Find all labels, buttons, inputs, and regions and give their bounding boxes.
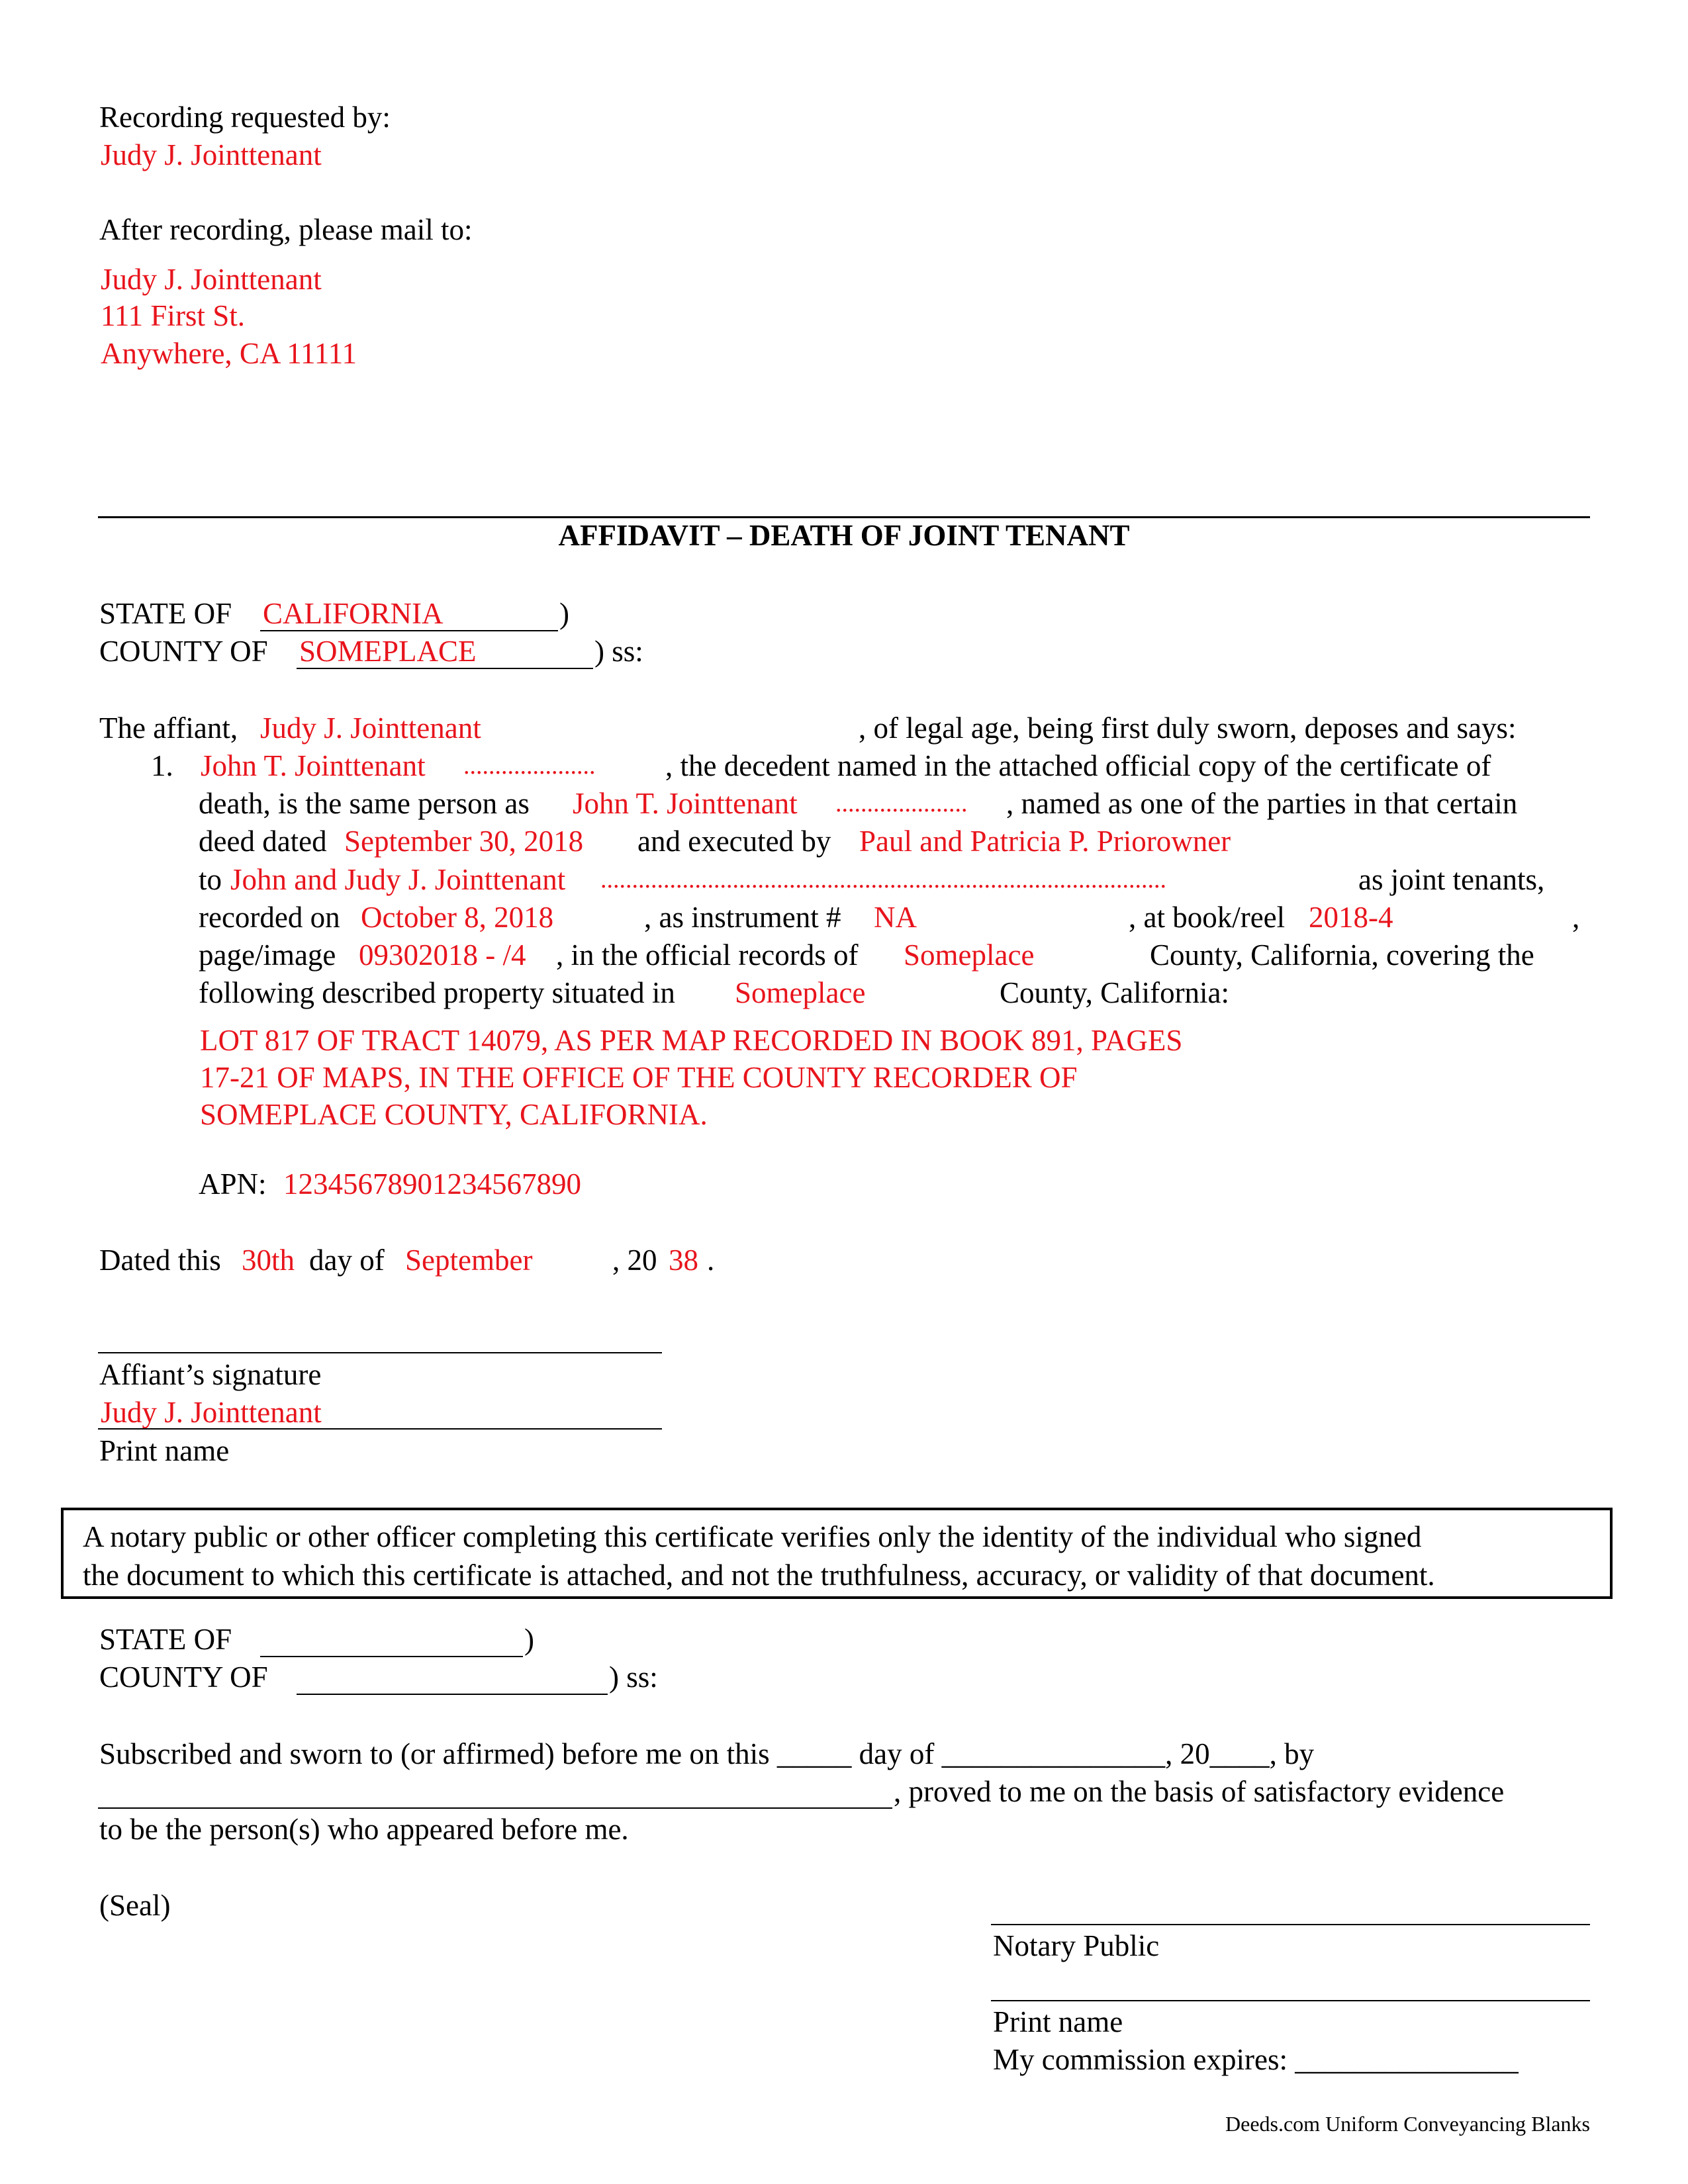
venue-state-line bbox=[260, 596, 558, 631]
notary-signature-line bbox=[991, 1924, 1590, 1925]
grantors: Paul and Patricia P. Priorowner bbox=[859, 825, 1231, 858]
property-county: Someplace bbox=[735, 976, 866, 1009]
affiant-intro-suffix: , of legal age, being first duly sworn, deposes and says: bbox=[859, 711, 1517, 745]
decedent-text: , the decedent named in the attached official copy of the certificate of bbox=[665, 749, 1491, 782]
deed-dated-label: deed dated bbox=[199, 825, 327, 858]
grantees: John and Judy J. Jointtenant bbox=[230, 863, 566, 896]
notary-county-line bbox=[297, 1659, 608, 1695]
legal-description-line: SOMEPLACE COUNTY, CALIFORNIA. bbox=[200, 1098, 708, 1131]
recording-requested-label: Recording requested by: bbox=[99, 101, 391, 134]
dated-day: 30th bbox=[242, 1244, 295, 1277]
to-label: to bbox=[199, 863, 222, 896]
grantees-dots: .......................................................................................... bbox=[600, 866, 1166, 893]
affiant-signature-label: Affiant’s signature bbox=[99, 1358, 322, 1391]
notary-jurat-line: Subscribed and sworn to (or affirmed) before me on this _____ day of _______________, 20____, by bbox=[99, 1737, 1315, 1770]
deed-date: September 30, 2018 bbox=[344, 825, 584, 858]
instrument-label: , as instrument # bbox=[644, 901, 841, 934]
affiant-signature-line bbox=[98, 1352, 662, 1353]
notary-state-paren: ) bbox=[524, 1623, 534, 1656]
affiant-print-name-line bbox=[98, 1428, 662, 1430]
recording-requested-name: Judy J. Jointtenant bbox=[101, 138, 322, 171]
affiant-name: Judy J. Jointtenant bbox=[260, 711, 481, 745]
notary-affiant-name-line bbox=[98, 1807, 892, 1809]
legal-description-line: 17-21 OF MAPS, IN THE OFFICE OF THE COUNTY RECORDER OF bbox=[200, 1061, 1078, 1094]
page-image-label: page/image bbox=[199, 938, 336, 972]
notary-notice-line: A notary public or other officer completing this certificate verifies only the identity of the individual who signed bbox=[83, 1520, 1422, 1553]
page-image-value: 09302018 - /4 bbox=[359, 938, 526, 972]
notary-notice-line: the document to which this certificate is attached, and not the truthfulness, accuracy, or validity of that document. bbox=[83, 1559, 1435, 1592]
decedent-dots: ..................... bbox=[463, 752, 596, 780]
recorded-date: October 8, 2018 bbox=[361, 901, 554, 934]
notary-evidence-text: , proved to me on the basis of satisfactory evidence bbox=[894, 1775, 1505, 1808]
executed-by-label: and executed by bbox=[637, 825, 831, 858]
instrument-value: NA bbox=[874, 901, 917, 934]
decedent-name: John T. Jointtenant bbox=[201, 749, 426, 782]
notary-state-label: STATE OF bbox=[99, 1623, 232, 1656]
notary-print-name-label: Print name bbox=[993, 2005, 1123, 2038]
item-number: 1. bbox=[151, 749, 173, 782]
affiant-intro-prefix: The affiant, bbox=[99, 711, 238, 745]
venue-state-paren: ) bbox=[559, 597, 569, 630]
notary-county-paren-ss: ) ss: bbox=[609, 1661, 658, 1694]
legal-description-line: LOT 817 OF TRACT 14079, AS PER MAP RECORDED IN BOOK 891, PAGES bbox=[200, 1024, 1183, 1057]
affiant-print-name-label: Print name bbox=[99, 1434, 230, 1467]
venue-state-label: STATE OF bbox=[99, 597, 232, 630]
dated-day-of: day of bbox=[309, 1244, 385, 1277]
venue-county-value: SOMEPLACE bbox=[299, 635, 477, 668]
book-reel-comma: , bbox=[1572, 901, 1580, 934]
notary-state-line bbox=[260, 1621, 523, 1657]
dated-month: September bbox=[405, 1244, 533, 1277]
book-reel-value: 2018-4 bbox=[1309, 901, 1393, 934]
death-text: death, is the same person as bbox=[199, 787, 530, 820]
dated-year-prefix: , 20 bbox=[612, 1244, 657, 1277]
notary-appeared-text: to be the person(s) who appeared before me. bbox=[99, 1813, 629, 1846]
mail-to-label: After recording, please mail to: bbox=[99, 213, 473, 246]
county-covering: County, California, covering the bbox=[1150, 938, 1534, 972]
notary-commission-expires: My commission expires: _______________ bbox=[993, 2043, 1519, 2076]
book-reel-label: , at book/reel bbox=[1129, 901, 1286, 934]
records-county: Someplace bbox=[904, 938, 1035, 972]
dated-period: . bbox=[707, 1244, 715, 1277]
notary-seal: (Seal) bbox=[99, 1889, 171, 1922]
official-records-label: , in the official records of bbox=[556, 938, 859, 972]
recorded-on-label: recorded on bbox=[199, 901, 340, 934]
mail-to-city: Anywhere, CA 11111 bbox=[101, 337, 357, 370]
notary-public-label: Notary Public bbox=[993, 1929, 1160, 1962]
mail-to-street: 111 First St. bbox=[101, 299, 245, 332]
venue-county-paren-ss: ) ss: bbox=[594, 635, 643, 668]
document-title: AFFIDAVIT – DEATH OF JOINT TENANT bbox=[558, 519, 1130, 552]
named-text: , named as one of the parties in that certain bbox=[1006, 787, 1518, 820]
same-person-name: John T. Jointtenant bbox=[573, 787, 798, 820]
as-joint-tenants: as joint tenants, bbox=[1358, 863, 1545, 896]
notary-county-label: COUNTY OF bbox=[99, 1661, 268, 1694]
following-label: following described property situated in bbox=[199, 976, 675, 1009]
venue-county-line bbox=[297, 633, 593, 669]
mail-to-name: Judy J. Jointtenant bbox=[101, 263, 322, 296]
county-california: County, California: bbox=[1000, 976, 1230, 1009]
apn-value: 12345678901234567890 bbox=[283, 1167, 581, 1201]
dated-prefix: Dated this bbox=[99, 1244, 221, 1277]
same-person-dots: ..................... bbox=[835, 790, 968, 817]
venue-state-value: CALIFORNIA bbox=[263, 597, 444, 630]
dated-year-suffix: 38 bbox=[669, 1244, 698, 1277]
apn-label: APN: bbox=[199, 1167, 267, 1201]
affiant-print-name-value: Judy J. Jointtenant bbox=[101, 1396, 322, 1429]
venue-county-label: COUNTY OF bbox=[99, 635, 268, 668]
notary-print-name-line bbox=[991, 2000, 1590, 2001]
footer-text: Deeds.com Uniform Conveyancing Blanks bbox=[1225, 2112, 1590, 2136]
